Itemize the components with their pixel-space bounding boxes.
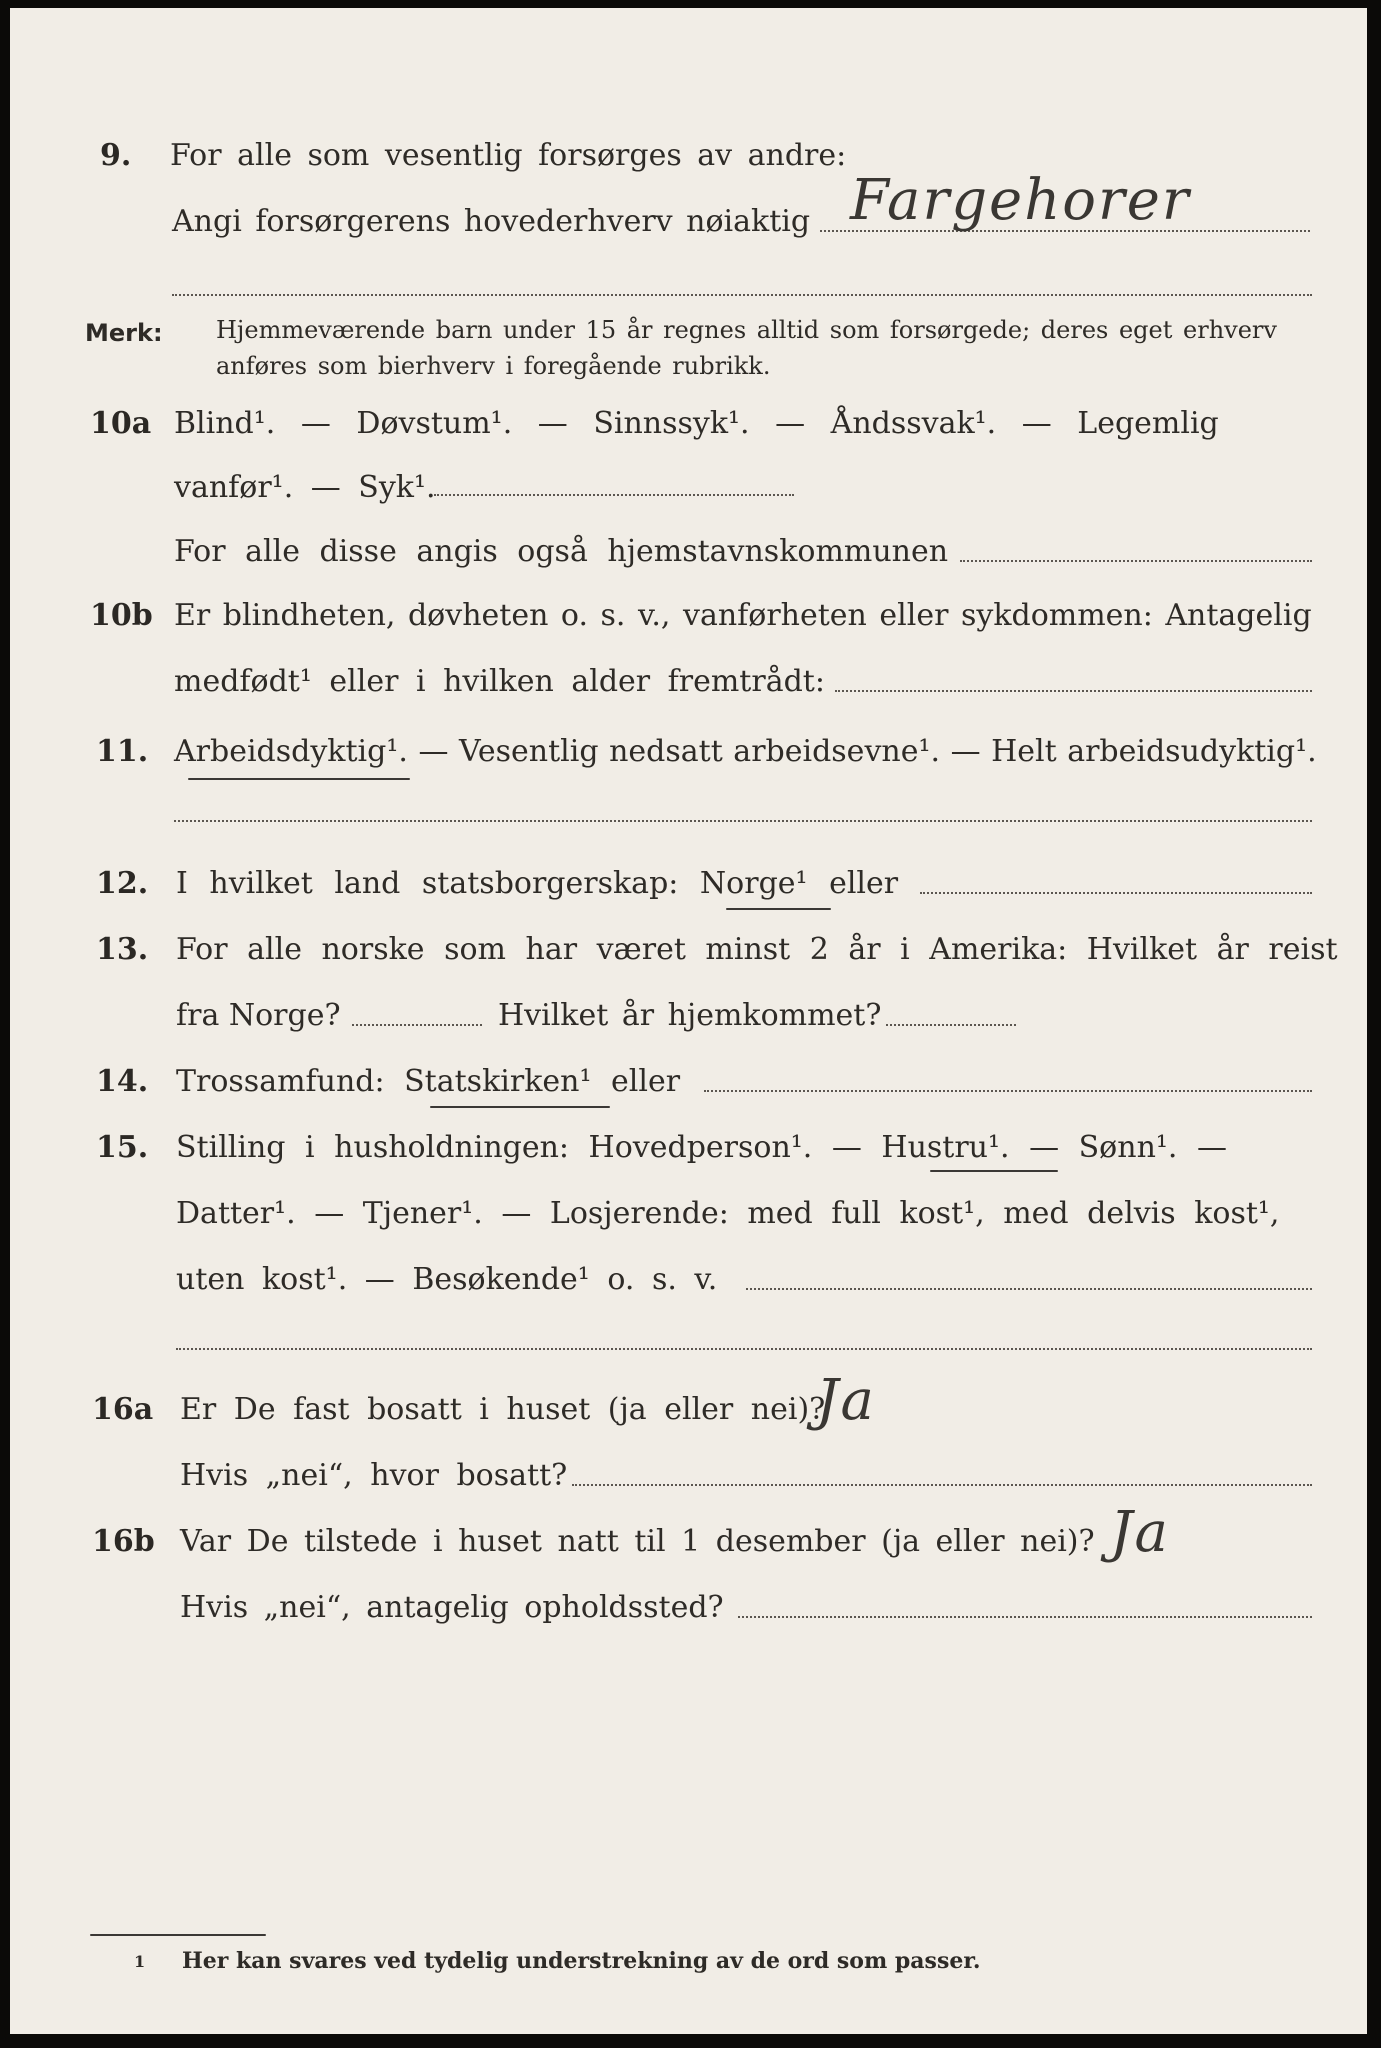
- q10a-number: 10a: [90, 406, 152, 441]
- q10b-answer-line: [835, 690, 1312, 692]
- q10a-syk-answer-line: [434, 494, 794, 496]
- q12-line1: I hvilket land statsborgerskap: Norge¹ eller: [176, 866, 899, 901]
- q13-reist-answer-line: [352, 1024, 482, 1026]
- q16a-number: 16a: [92, 1392, 154, 1427]
- q16b-line2: Hvis „nei“, antagelig opholdssted?: [180, 1590, 724, 1625]
- footnote-text: Her kan svares ved tydelig understrekning av de ord som passer.: [182, 1948, 981, 1974]
- q13-line2b: Hvilket år hjemkommet?: [498, 998, 882, 1033]
- q10b-number: 10b: [90, 598, 153, 633]
- merk-line2: anføres som bierhverv i foregående rubrikk.: [216, 352, 771, 380]
- q11-arbeidsdyktig-underline: [188, 778, 410, 780]
- q13-hjemkommet-answer-line: [886, 1024, 1016, 1026]
- q14-statskirken-underline: [430, 1106, 610, 1108]
- q9-line1: For alle som vesentlig forsørges av andre:: [170, 138, 847, 173]
- q15-number: 15.: [96, 1130, 149, 1165]
- q16b-handwritten-answer: Ja: [1110, 1500, 1170, 1565]
- q15-hustru-underline: [930, 1170, 1058, 1172]
- q10b-line1: Er blindheten, døvheten o. s. v., vanførheten eller sykdommen: Antagelig: [174, 598, 1312, 633]
- q16a-answer-line: [572, 1484, 1312, 1486]
- q10a-line2: vanfør¹. — Syk¹.: [174, 470, 436, 505]
- q15-answer-line: [746, 1288, 1312, 1290]
- q14-number: 14.: [96, 1064, 149, 1099]
- q9-number: 9.: [100, 138, 132, 173]
- q14-line1: Trossamfund: Statskirken¹ eller: [176, 1064, 681, 1099]
- q15-line1: Stilling i husholdningen: Hovedperson¹. — Hustru¹. — Sønn¹. —: [176, 1130, 1227, 1165]
- q10a-line3: For alle disse angis også hjemstavnskommunen: [174, 534, 949, 569]
- q9-line2: Angi forsørgerens hovederhverv nøiaktig: [172, 204, 811, 239]
- q9-second-answer-line: [172, 294, 1312, 296]
- merk-label: Merk:: [85, 319, 163, 347]
- census-form-page: [10, 8, 1367, 2034]
- q10b-line2: medfødt¹ eller i hvilken alder fremtrådt:: [174, 664, 825, 699]
- q16b-line1: Var De tilstede i huset natt til 1 desember (ja eller nei)?: [180, 1524, 1095, 1559]
- q12-number: 12.: [96, 866, 149, 901]
- q9-handwritten-answer: Fargehorer: [850, 168, 1191, 233]
- q13-line1: For alle norske som har været minst 2 år i Amerika: Hvilket år reist: [176, 932, 1338, 967]
- q16b-number: 16b: [92, 1524, 155, 1559]
- q10a-kommune-answer-line: [960, 560, 1312, 562]
- q12-norge-underline: [726, 908, 831, 910]
- q16b-answer-line: [738, 1616, 1312, 1618]
- q16a-line2: Hvis „nei“, hvor bosatt?: [180, 1458, 568, 1493]
- q15-line3: uten kost¹. — Besøkende¹ o. s. v.: [176, 1262, 718, 1297]
- merk-line1: Hjemmeværende barn under 15 år regnes alltid som forsørgede; deres eget erhverv: [216, 316, 1277, 344]
- q10a-line1: Blind¹. — Døvstum¹. — Sinnssyk¹. — Åndssvak¹. — Legemlig: [174, 406, 1219, 441]
- footnote-rule: [90, 1934, 266, 1936]
- q11-number: 11.: [96, 734, 149, 769]
- q15-line2: Datter¹. — Tjener¹. — Losjerende: med full kost¹, med delvis kost¹,: [176, 1196, 1280, 1231]
- q13-number: 13.: [96, 932, 149, 967]
- q12-answer-line: [920, 892, 1312, 894]
- q16a-line1: Er De fast bosatt i huset (ja eller nei)?: [180, 1392, 826, 1427]
- q11-line1: Arbeidsdyktig¹. — Vesentlig nedsatt arbeidsevne¹. — Helt arbeidsudyktig¹.: [174, 734, 1317, 769]
- q14-answer-line: [704, 1090, 1312, 1092]
- q15-second-answer-line: [176, 1348, 1312, 1350]
- footnote-mark: 1: [134, 1952, 146, 1971]
- q16a-handwritten-answer: Ja: [816, 1368, 876, 1433]
- q11-answer-line: [174, 820, 1312, 822]
- q13-line2a: fra Norge?: [176, 998, 341, 1033]
